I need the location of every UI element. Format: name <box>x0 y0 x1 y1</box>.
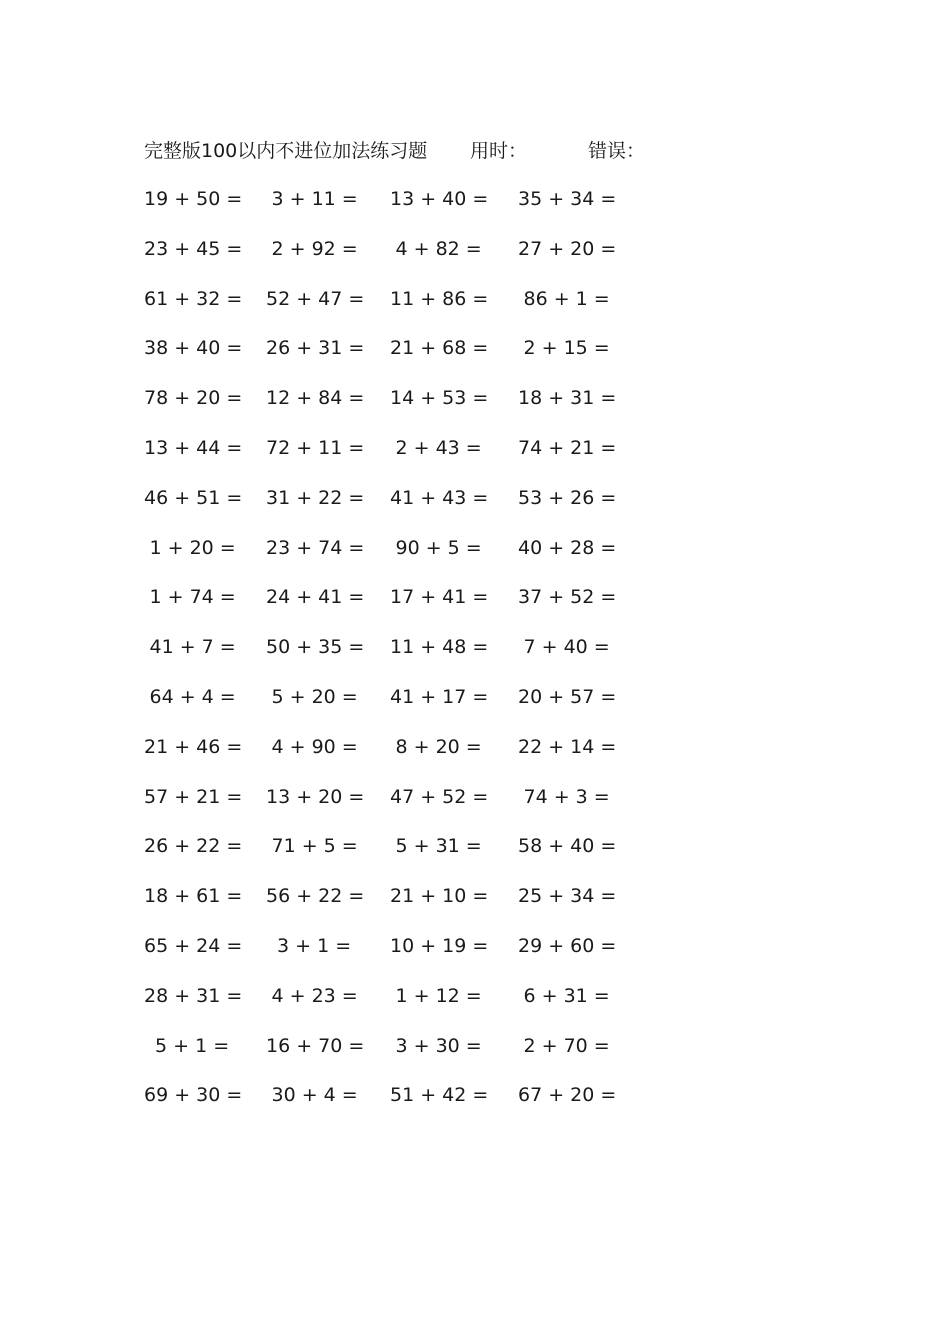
problem-row <box>144 782 664 832</box>
problem-cell: 41 + 43 = <box>390 486 489 509</box>
problem-row <box>144 981 664 1031</box>
problem-cell: 56 + 22 = <box>266 885 365 908</box>
problem-cell: 3 + 30 = <box>395 1034 482 1057</box>
problem-cell: 78 + 20 = <box>144 387 243 410</box>
problem-cell: 21 + 68 = <box>390 337 489 360</box>
problem-row <box>144 931 664 981</box>
problem-cell: 40 + 28 = <box>518 536 617 559</box>
problem-cell: 61 + 32 = <box>144 287 243 310</box>
problem-cell: 26 + 31 = <box>266 337 365 360</box>
problem-grid <box>144 184 664 1130</box>
problem-cell: 16 + 70 = <box>266 1034 365 1057</box>
problem-row <box>144 732 664 782</box>
problem-cell: 21 + 46 = <box>144 735 243 758</box>
problem-row <box>144 433 664 483</box>
problem-cell: 1 + 74 = <box>149 586 236 609</box>
worksheet-title: 完整版100以内不进位加法练习题 <box>144 140 428 162</box>
problem-row <box>144 632 664 682</box>
problem-cell: 64 + 4 = <box>149 685 236 708</box>
problem-cell: 67 + 20 = <box>518 1084 617 1107</box>
problem-cell: 20 + 57 = <box>518 685 617 708</box>
problem-cell: 50 + 35 = <box>266 636 365 659</box>
problem-cell: 4 + 90 = <box>271 735 358 758</box>
problem-row <box>144 1080 664 1130</box>
problem-cell: 17 + 41 = <box>390 586 489 609</box>
problem-cell: 74 + 3 = <box>523 785 610 808</box>
problem-cell: 65 + 24 = <box>144 934 243 957</box>
problem-cell: 2 + 15 = <box>523 337 610 360</box>
problem-row <box>144 234 664 284</box>
problem-cell: 2 + 92 = <box>271 237 358 260</box>
problem-cell: 69 + 30 = <box>144 1084 243 1107</box>
problem-cell: 51 + 42 = <box>390 1084 489 1107</box>
problem-row <box>144 284 664 334</box>
problem-cell: 74 + 21 = <box>518 436 617 459</box>
problem-cell: 18 + 61 = <box>144 885 243 908</box>
problem-cell: 26 + 22 = <box>144 835 243 858</box>
problem-cell: 12 + 84 = <box>266 387 365 410</box>
problem-row <box>144 582 664 632</box>
problem-cell: 28 + 31 = <box>144 984 243 1007</box>
problem-cell: 38 + 40 = <box>144 337 243 360</box>
problem-cell: 2 + 70 = <box>523 1034 610 1057</box>
problem-cell: 71 + 5 = <box>271 835 358 858</box>
problem-cell: 19 + 50 = <box>144 188 243 210</box>
time-label: 用时： <box>470 140 528 162</box>
problem-cell: 8 + 20 = <box>395 735 482 758</box>
problem-cell: 7 + 40 = <box>523 636 610 659</box>
problem-row <box>144 383 664 433</box>
problem-cell: 11 + 48 = <box>390 636 489 659</box>
problem-row <box>144 184 664 234</box>
problem-cell: 3 + 1 = <box>277 934 352 957</box>
problem-row <box>144 831 664 881</box>
problem-cell: 3 + 11 = <box>271 188 358 210</box>
problem-cell: 23 + 45 = <box>144 237 243 260</box>
problem-cell: 4 + 82 = <box>395 237 482 260</box>
problem-row <box>144 881 664 931</box>
problem-cell: 24 + 41 = <box>266 586 365 609</box>
problem-cell: 35 + 34 = <box>518 188 617 210</box>
problem-cell: 30 + 4 = <box>271 1084 358 1107</box>
problem-cell: 86 + 1 = <box>523 287 610 310</box>
problem-cell: 22 + 14 = <box>518 735 617 758</box>
problem-cell: 13 + 20 = <box>266 785 365 808</box>
problem-cell: 5 + 1 = <box>155 1034 230 1057</box>
problem-row <box>144 333 664 383</box>
problem-cell: 2 + 43 = <box>395 436 482 459</box>
problem-cell: 41 + 17 = <box>390 685 489 708</box>
problem-cell: 58 + 40 = <box>518 835 617 858</box>
problem-cell: 37 + 52 = <box>518 586 617 609</box>
problem-cell: 13 + 44 = <box>144 436 243 459</box>
problem-cell: 41 + 7 = <box>149 636 236 659</box>
problem-cell: 11 + 86 = <box>390 287 489 310</box>
problem-cell: 31 + 22 = <box>266 486 365 509</box>
problem-row <box>144 533 664 583</box>
problem-cell: 29 + 60 = <box>518 934 617 957</box>
problem-row <box>144 483 664 533</box>
error-label: 错误： <box>588 140 646 162</box>
problem-row <box>144 682 664 732</box>
problem-row <box>144 1031 664 1081</box>
problem-cell: 27 + 20 = <box>518 237 617 260</box>
problem-cell: 47 + 52 = <box>390 785 489 808</box>
problem-cell: 90 + 5 = <box>395 536 482 559</box>
problem-cell: 21 + 10 = <box>390 885 489 908</box>
problem-cell: 1 + 20 = <box>149 536 236 559</box>
problem-cell: 23 + 74 = <box>266 536 365 559</box>
problem-cell: 18 + 31 = <box>518 387 617 410</box>
problem-cell: 4 + 23 = <box>271 984 358 1007</box>
problem-cell: 14 + 53 = <box>390 387 489 410</box>
problem-cell: 46 + 51 = <box>144 486 243 509</box>
problem-cell: 13 + 40 = <box>390 188 489 210</box>
problem-cell: 57 + 21 = <box>144 785 243 808</box>
problem-cell: 6 + 31 = <box>523 984 610 1007</box>
problem-cell: 72 + 11 = <box>266 436 365 459</box>
problem-cell: 5 + 20 = <box>271 685 358 708</box>
problem-cell: 53 + 26 = <box>518 486 617 509</box>
problem-cell: 1 + 12 = <box>395 984 482 1007</box>
problem-cell: 5 + 31 = <box>395 835 482 858</box>
problem-cell: 25 + 34 = <box>518 885 617 908</box>
worksheet-header <box>144 136 704 166</box>
problem-cell: 10 + 19 = <box>390 934 489 957</box>
problem-cell: 52 + 47 = <box>266 287 365 310</box>
